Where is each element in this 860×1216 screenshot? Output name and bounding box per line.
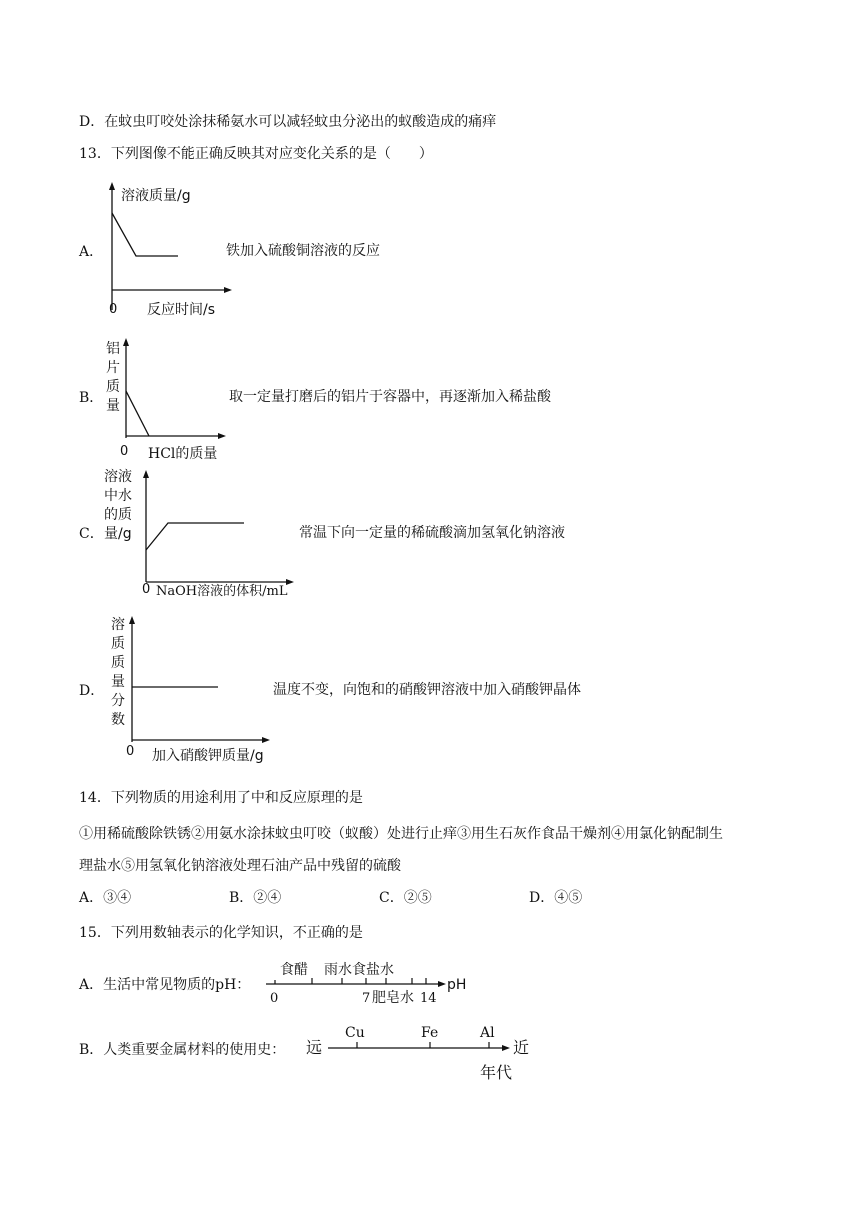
metal-history-line: [300, 1018, 540, 1088]
ph-tick-7: 7: [362, 991, 371, 1006]
graph-c-ylabel-1: 溶液: [104, 469, 132, 485]
graph-b-ylabel-4: 量: [106, 398, 120, 414]
history-near: 近: [513, 1038, 530, 1057]
q14-stem: 14．下列物质的用途利用了中和反应原理的是: [79, 790, 363, 806]
q14-body-line2: 理盐水⑤用氢氧化钠溶液处理石油产品中残留的硫酸: [79, 858, 401, 874]
q13-option-d-desc: 温度不变，向饱和的硝酸钾溶液中加入硝酸钾晶体: [273, 682, 581, 698]
graph-c-ylabel-2: 中水: [104, 488, 132, 504]
ph-tick-0: 0: [270, 991, 279, 1006]
q13-graph-a: [104, 180, 234, 320]
graph-d-ylabel-1: 溶: [111, 617, 125, 633]
graph-b-xlabel: HCl的质量: [148, 446, 218, 462]
graph-d-ylabel-3: 质: [111, 655, 125, 671]
graph-c-ylabel-3: 的质: [104, 507, 132, 523]
q14-option-c: C．②⑤: [379, 890, 432, 906]
graph-d-xlabel: 加入硝酸钾质量/g: [152, 748, 264, 764]
graph-b-origin: 0: [120, 444, 129, 459]
graph-d-ylabel-2: 质: [111, 636, 125, 652]
q13-option-c-desc: 常温下向一定量的稀硫酸滴加氢氧化钠溶液: [299, 525, 565, 541]
q13-option-a-letter: A．: [79, 244, 104, 260]
ph-label-soap-water: 肥皂水: [372, 990, 414, 1006]
graph-c-xlabel: NaOH溶液的体积/mL: [156, 584, 288, 599]
metal-fe: Fe: [421, 1025, 439, 1041]
graph-a-ylabel: 溶液质量/g: [121, 188, 191, 204]
graph-d-ylabel-5: 分: [111, 693, 125, 709]
q14-body-line1: ①用稀硫酸除铁锈②用氨水涂抹蚊虫叮咬（蚁酸）处进行止痒③用生石灰作食品干燥剂④用氯化钠配制生: [79, 826, 723, 842]
q13-stem: 13．下列图像不能正确反映其对应变化关系的是（ ）: [79, 146, 433, 162]
q14-option-d: D．④⑤: [529, 890, 583, 906]
graph-d-origin: 0: [126, 744, 135, 759]
metal-al: Al: [480, 1025, 495, 1041]
q13-option-c-letter: C．: [79, 526, 104, 542]
metal-cu: Cu: [345, 1025, 365, 1041]
graph-b-ylabel-2: 片: [106, 360, 120, 376]
q13-graph-c: [104, 466, 304, 606]
graph-c-origin: 0: [142, 582, 151, 597]
ph-label-salt-water: 食盐水: [352, 962, 394, 978]
graph-d-ylabel-6: 数: [111, 712, 125, 728]
q14-option-a: A．③④: [79, 890, 132, 906]
q13-option-d-letter: D．: [79, 683, 105, 699]
graph-d-ylabel-4: 量: [111, 674, 125, 690]
ph-label-vinegar: 食醋: [280, 962, 308, 978]
ph-label-rain: 雨水: [324, 962, 352, 978]
q13-graph-d: [104, 612, 284, 772]
q13-option-b-desc: 取一定量打磨后的铝片于容器中，再逐渐加入稀盐酸: [229, 389, 551, 405]
graph-b-ylabel-3: 质: [106, 379, 120, 395]
graph-a-xlabel: 反应时间/s: [147, 302, 216, 318]
q13-option-b-letter: B．: [79, 390, 104, 406]
q13-graph-b: [100, 338, 230, 464]
graph-b-ylabel-1: 铝: [106, 341, 120, 357]
q15-option-a-label: A．生活中常见物质的pH：: [79, 977, 251, 993]
q12-option-d: D．在蚊虫叮咬处涂抹稀氨水可以减轻蚊虫分泌出的蚁酸造成的痛痒: [79, 114, 497, 130]
graph-a-origin: 0: [109, 302, 118, 317]
q15-stem: 15．下列用数轴表示的化学知识，不正确的是: [79, 925, 363, 941]
ph-tick-14: 14: [420, 991, 437, 1006]
history-axis-label: 年代: [480, 1063, 513, 1082]
q14-option-b: B．②④: [229, 890, 282, 906]
ph-axis-unit: pH: [447, 977, 467, 993]
q13-option-a-desc: 铁加入硫酸铜溶液的反应: [226, 243, 380, 259]
q15-option-b-label: B．人类重要金属材料的使用史：: [79, 1042, 286, 1058]
graph-c-ylabel-4: 量/g: [104, 526, 132, 542]
ph-number-line: [262, 956, 472, 1006]
history-far: 远: [306, 1038, 323, 1057]
